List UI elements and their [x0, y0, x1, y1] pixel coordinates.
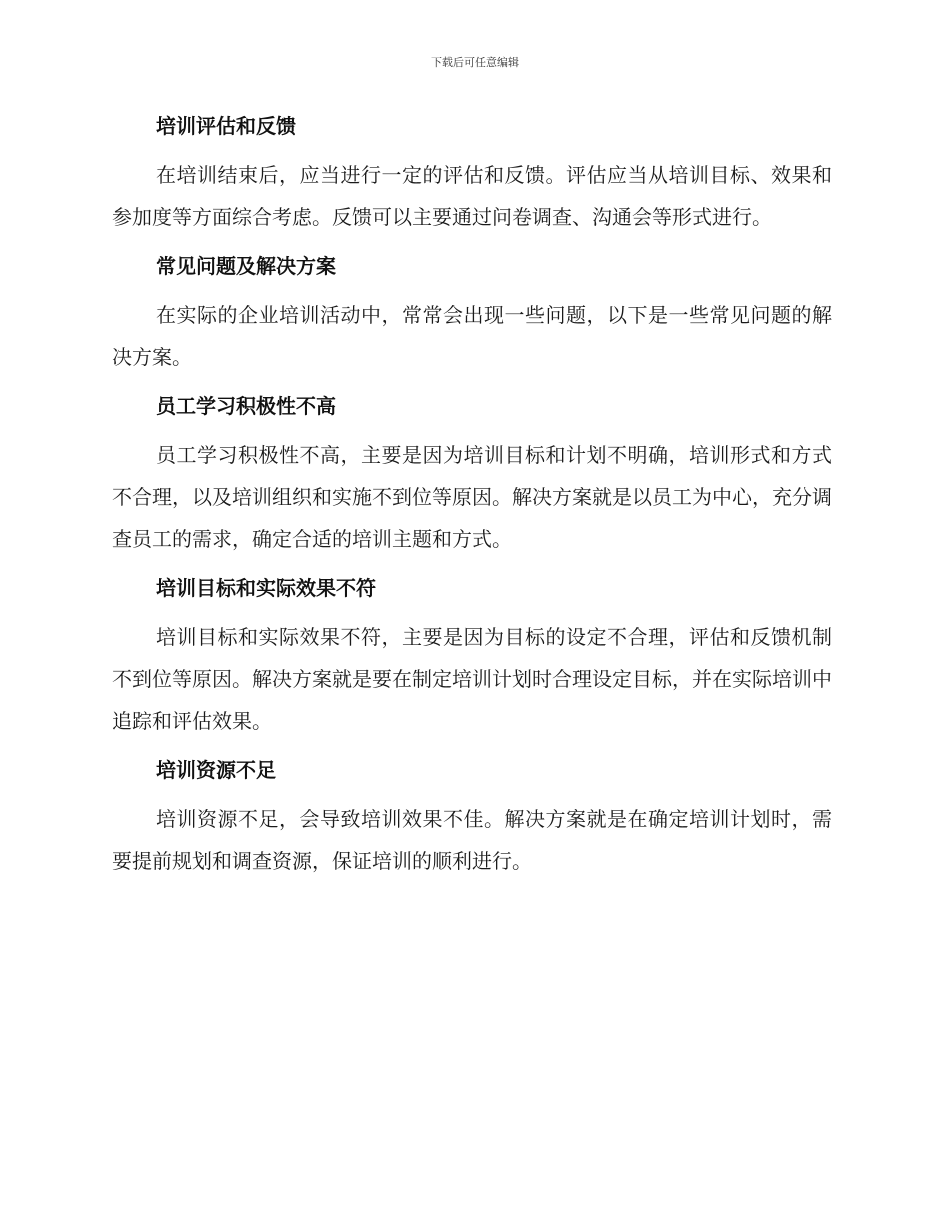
section-paragraph-low-motivation: 员工学习积极性不高，主要是因为培训目标和计划不明确，培训形式和方式不合理，以及培训组织和实施不到位等原因。解决方案就是以员工为中心，充分调查员工的需求，确定合适的培训主题和方式。: [112, 443, 832, 551]
section-heading-insufficient-resources: 培训资源不足: [156, 758, 276, 782]
document-body: [112, 108, 832, 892]
section-heading-low-motivation: 员工学习积极性不高: [156, 394, 336, 418]
section-paragraph-training-evaluation: 在培训结束后，应当进行一定的评估和反馈。评估应当从培训目标、效果和参加度等方面综合考虑。反馈可以主要通过问卷调查、沟通会等形式进行。: [112, 163, 832, 229]
section-paragraph-insufficient-resources: 培训资源不足，会导致培训效果不佳。解决方案就是在确定培训计划时，需要提前规划和调查资源，保证培训的顺利进行。: [112, 807, 832, 873]
section-paragraph-goal-mismatch: 培训目标和实际效果不符，主要是因为目标的设定不合理，评估和反馈机制不到位等原因。解决方案就是要在制定培训计划时合理设定目标，并在实际培训中追踪和评估效果。: [112, 625, 832, 733]
section-heading-training-evaluation: 培训评估和反馈: [156, 114, 296, 138]
page-header: 下载后可任意编辑: [431, 56, 519, 69]
section-heading-goal-mismatch: 培训目标和实际效果不符: [156, 576, 376, 600]
section-heading-common-problems: 常见问题及解决方案: [156, 254, 336, 278]
section-paragraph-common-problems: 在实际的企业培训活动中，常常会出现一些问题，以下是一些常见问题的解决方案。: [112, 303, 832, 369]
